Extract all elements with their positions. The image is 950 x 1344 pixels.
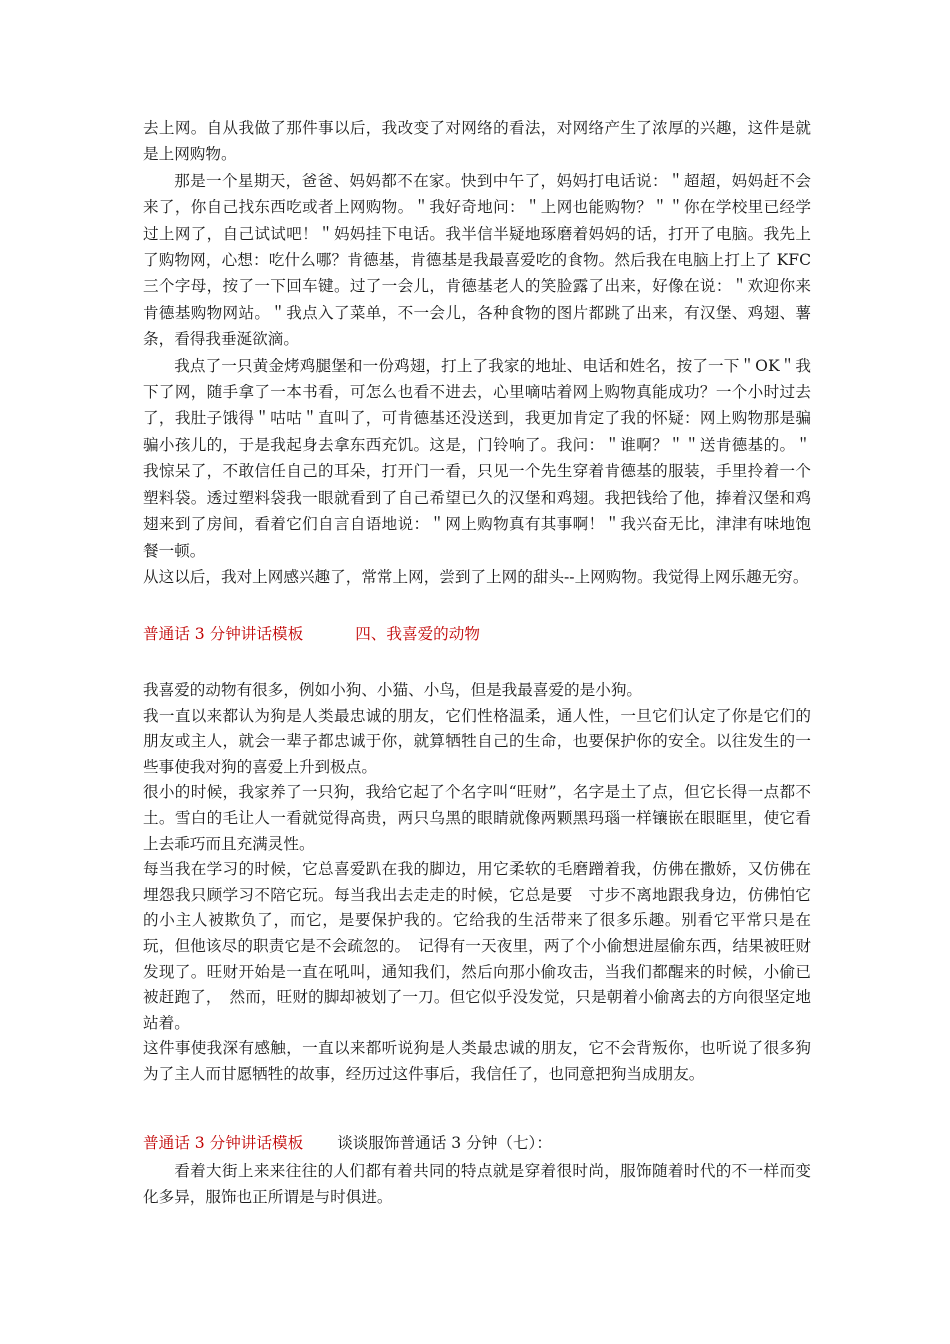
- paragraph: 我点了一只黄金烤鸡腿堡和一份鸡翅，打上了我家的地址、电话和姓名，按了一下＂OK＂我下了网，随手拿了一本书看，可怎么也看不进去，心里嘀咕着网上购物真能成功？一个小时过去了，我肚子饿得＂咕咕＂直叫了，可肯德基还没送到，我更加肯定了我的怀疑：网上购物那是骗骗小孩儿的，于是我起身去拿东西充饥。这是，门铃响了。我问：＂谁啊？＂＂送肯德基的。＂我惊呆了，不敢信任自己的耳朵，打开门一看，只见一个先生穿着肯德基的服装，手里拎着一个塑料袋。透过塑料袋我一眼就看到了自己希望已久的汉堡和鸡翅。我把钱给了他，捧着汉堡和鸡翅来到了房间，看着它们自言自语地说：＂网上购物真有其事啊！＂我兴奋无比，津津有味地饱餐一顿。: [143, 356, 811, 560]
- series-label: 普通话 3 分钟讲话模板: [143, 1134, 304, 1152]
- section-heading-animals: [143, 622, 480, 646]
- paragraph: 我喜爱的动物有很多，例如小狗、小猫、小鸟，但是我最喜爱的是小狗。: [143, 681, 643, 699]
- paragraph: 去上网。自从我做了那件事以后，我改变了对网络的看法，对网络产生了浓厚的兴趣，这件是就是上网购物。: [143, 119, 811, 164]
- paragraph: 这件事使我深有感触，一直以来都听说狗是人类最忠诚的朋友，它不会背叛你，也听说了很多狗为了主人而甘愿牺牲的故事，经历过这件事后，我信任了，也同意把狗当成朋友。: [143, 1039, 811, 1083]
- paragraph: 每当我在学习的时候，它总喜爱趴在我的脚边，用它柔软的毛磨蹭着我，仿佛在撒娇，又仿佛在埋怨我只顾学习不陪它玩。每当我出去走走的时候，它总是要 寸步不离地跟我身边，仿佛怕它的小主人被欺负了，而它，是要保护我的。它给我的生活带来了很多乐趣。别看它平常只是在玩，但他该尽的职责它是不会疏忽的。 记得有一天夜里，两了个小偷想进屋偷东西，结果被旺财发现了。旺财开始是一直在吼叫，通知我们，然后向那小偷攻击，当我们都醒来的时候，小偷已被赶跑了， 然而，旺财的脚却被划了一刀。但它似乎没发觉，只是朝着小偷离去的方向很坚定地站着。: [143, 860, 811, 1032]
- section-title: 四、我喜爱的动物: [355, 625, 480, 643]
- paragraph: 看着大街上来来往往的人们都有着共同的特点就是穿着很时尚，服饰随着时代的不一样而变化多异，服饰也正所谓是与时俱进。: [143, 1162, 811, 1207]
- paragraph: 我一直以来都认为狗是人类最忠诚的朋友，它们性格温柔，通人性，一旦它们认定了你是它们的朋友或主人，就会一辈子都忠诚于你，就算牺牲自己的生命，也要保护你的安全。以往发生的一些事使我对狗的喜爱上升到极点。: [143, 706, 811, 776]
- section-heading-clothing: [143, 1131, 552, 1155]
- paragraph: 那是一个星期天，爸爸、妈妈都不在家。快到中午了，妈妈打电话说：＂超超，妈妈赶不会来了，你自己找东西吃或者上网购物。＂我好奇地问：＂上网也能购物？＂＂你在学校里已经学过上网了，自己试试吧！＂妈妈挂下电话。我半信半疑地琢磨着妈妈的话，打开了电脑。我先上了购物网，心想：吃什么哪？肯德基，肯德基是我最喜爱吃的食物。然后我在电脑上打上了 KFC 三个字母，按了一下回车键。过了一会儿，肯德基老人的笑脸露了出来，好像在说：＂欢迎你来肯德基购物网站。＂我点入了菜单，不一会儿，各种食物的图片都跳了出来，有汉堡、鸡翅、薯条，看得我垂涎欲滴。: [143, 171, 811, 349]
- story-clothing: [143, 1158, 811, 1211]
- series-label: 普通话 3 分钟讲话模板: [143, 625, 304, 643]
- story-online-shopping: [143, 115, 811, 590]
- story-favorite-animal: [143, 678, 811, 1088]
- paragraph: 从这以后，我对上网感兴趣了，常常上网，尝到了上网的甜头--上网购物。我觉得上网乐趣无穷。: [143, 567, 809, 586]
- paragraph: 很小的时候，我家养了一只狗，我给它起了个名字叫“旺财”，名字是土了点，但它长得一点都不土。雪白的毛让人一看就觉得高贵，两只乌黑的眼睛就像两颗黑玛瑙一样镶嵌在眼眶里，使它看上去乖巧而且充满灵性。: [143, 783, 811, 853]
- section-title: 谈谈服饰普通话 3 分钟（七）：: [337, 1134, 552, 1152]
